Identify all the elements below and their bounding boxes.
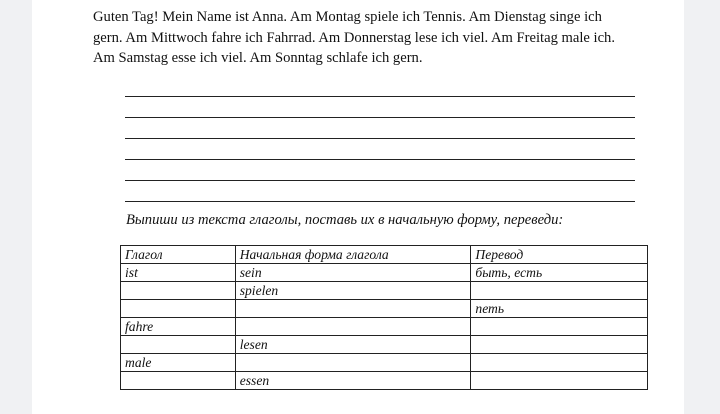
task-instruction: Выпиши из текста глаголы, поставь их в начальную форму, переведи: [126,212,564,228]
answer-line [125,138,635,139]
table-row [121,282,648,300]
table-cell: essen [235,372,471,390]
table-cell [121,336,236,354]
table-cell: male [121,354,236,372]
header-infinitive: Начальная форма глагола [235,246,471,264]
table-cell [471,372,648,390]
answer-line [125,96,635,97]
table-row [121,318,648,336]
table-cell [121,300,236,318]
table-row [121,336,648,354]
answer-line [125,201,635,202]
table-header-row [121,246,648,264]
answer-line [125,159,635,160]
table-row [121,372,648,390]
answer-line [125,180,635,181]
table-cell: sein [235,264,471,282]
verb-table [120,245,648,390]
reading-text: Guten Tag! Mein Name ist Anna. Am Montag spiele ich Tennis. Am Dienstag singe ich gern. Am Mittwoch fahre ich Fahrrad. Am Donnerstag lese ich viel. Am Freitag male ich. Am Samstag esse ich viel. Am Sonntag schlafe ich gern. [93,9,615,66]
table-cell [235,354,471,372]
table-cell: fahre [121,318,236,336]
table-cell: ist [121,264,236,282]
table-cell: петь [471,300,648,318]
answer-line [125,117,635,118]
table-row [121,300,648,318]
table-row [121,264,648,282]
table-cell [121,282,236,300]
table-cell [471,354,648,372]
header-verb: Глагол [121,246,236,264]
table-cell: lesen [235,336,471,354]
table-cell: быть, есть [471,264,648,282]
table-cell [235,300,471,318]
header-translation: Перевод [471,246,648,264]
table-cell [471,282,648,300]
table-row [121,354,648,372]
table-cell: spielen [235,282,471,300]
table-cell [121,372,236,390]
table-cell [471,336,648,354]
table-cell [235,318,471,336]
table-cell [471,318,648,336]
